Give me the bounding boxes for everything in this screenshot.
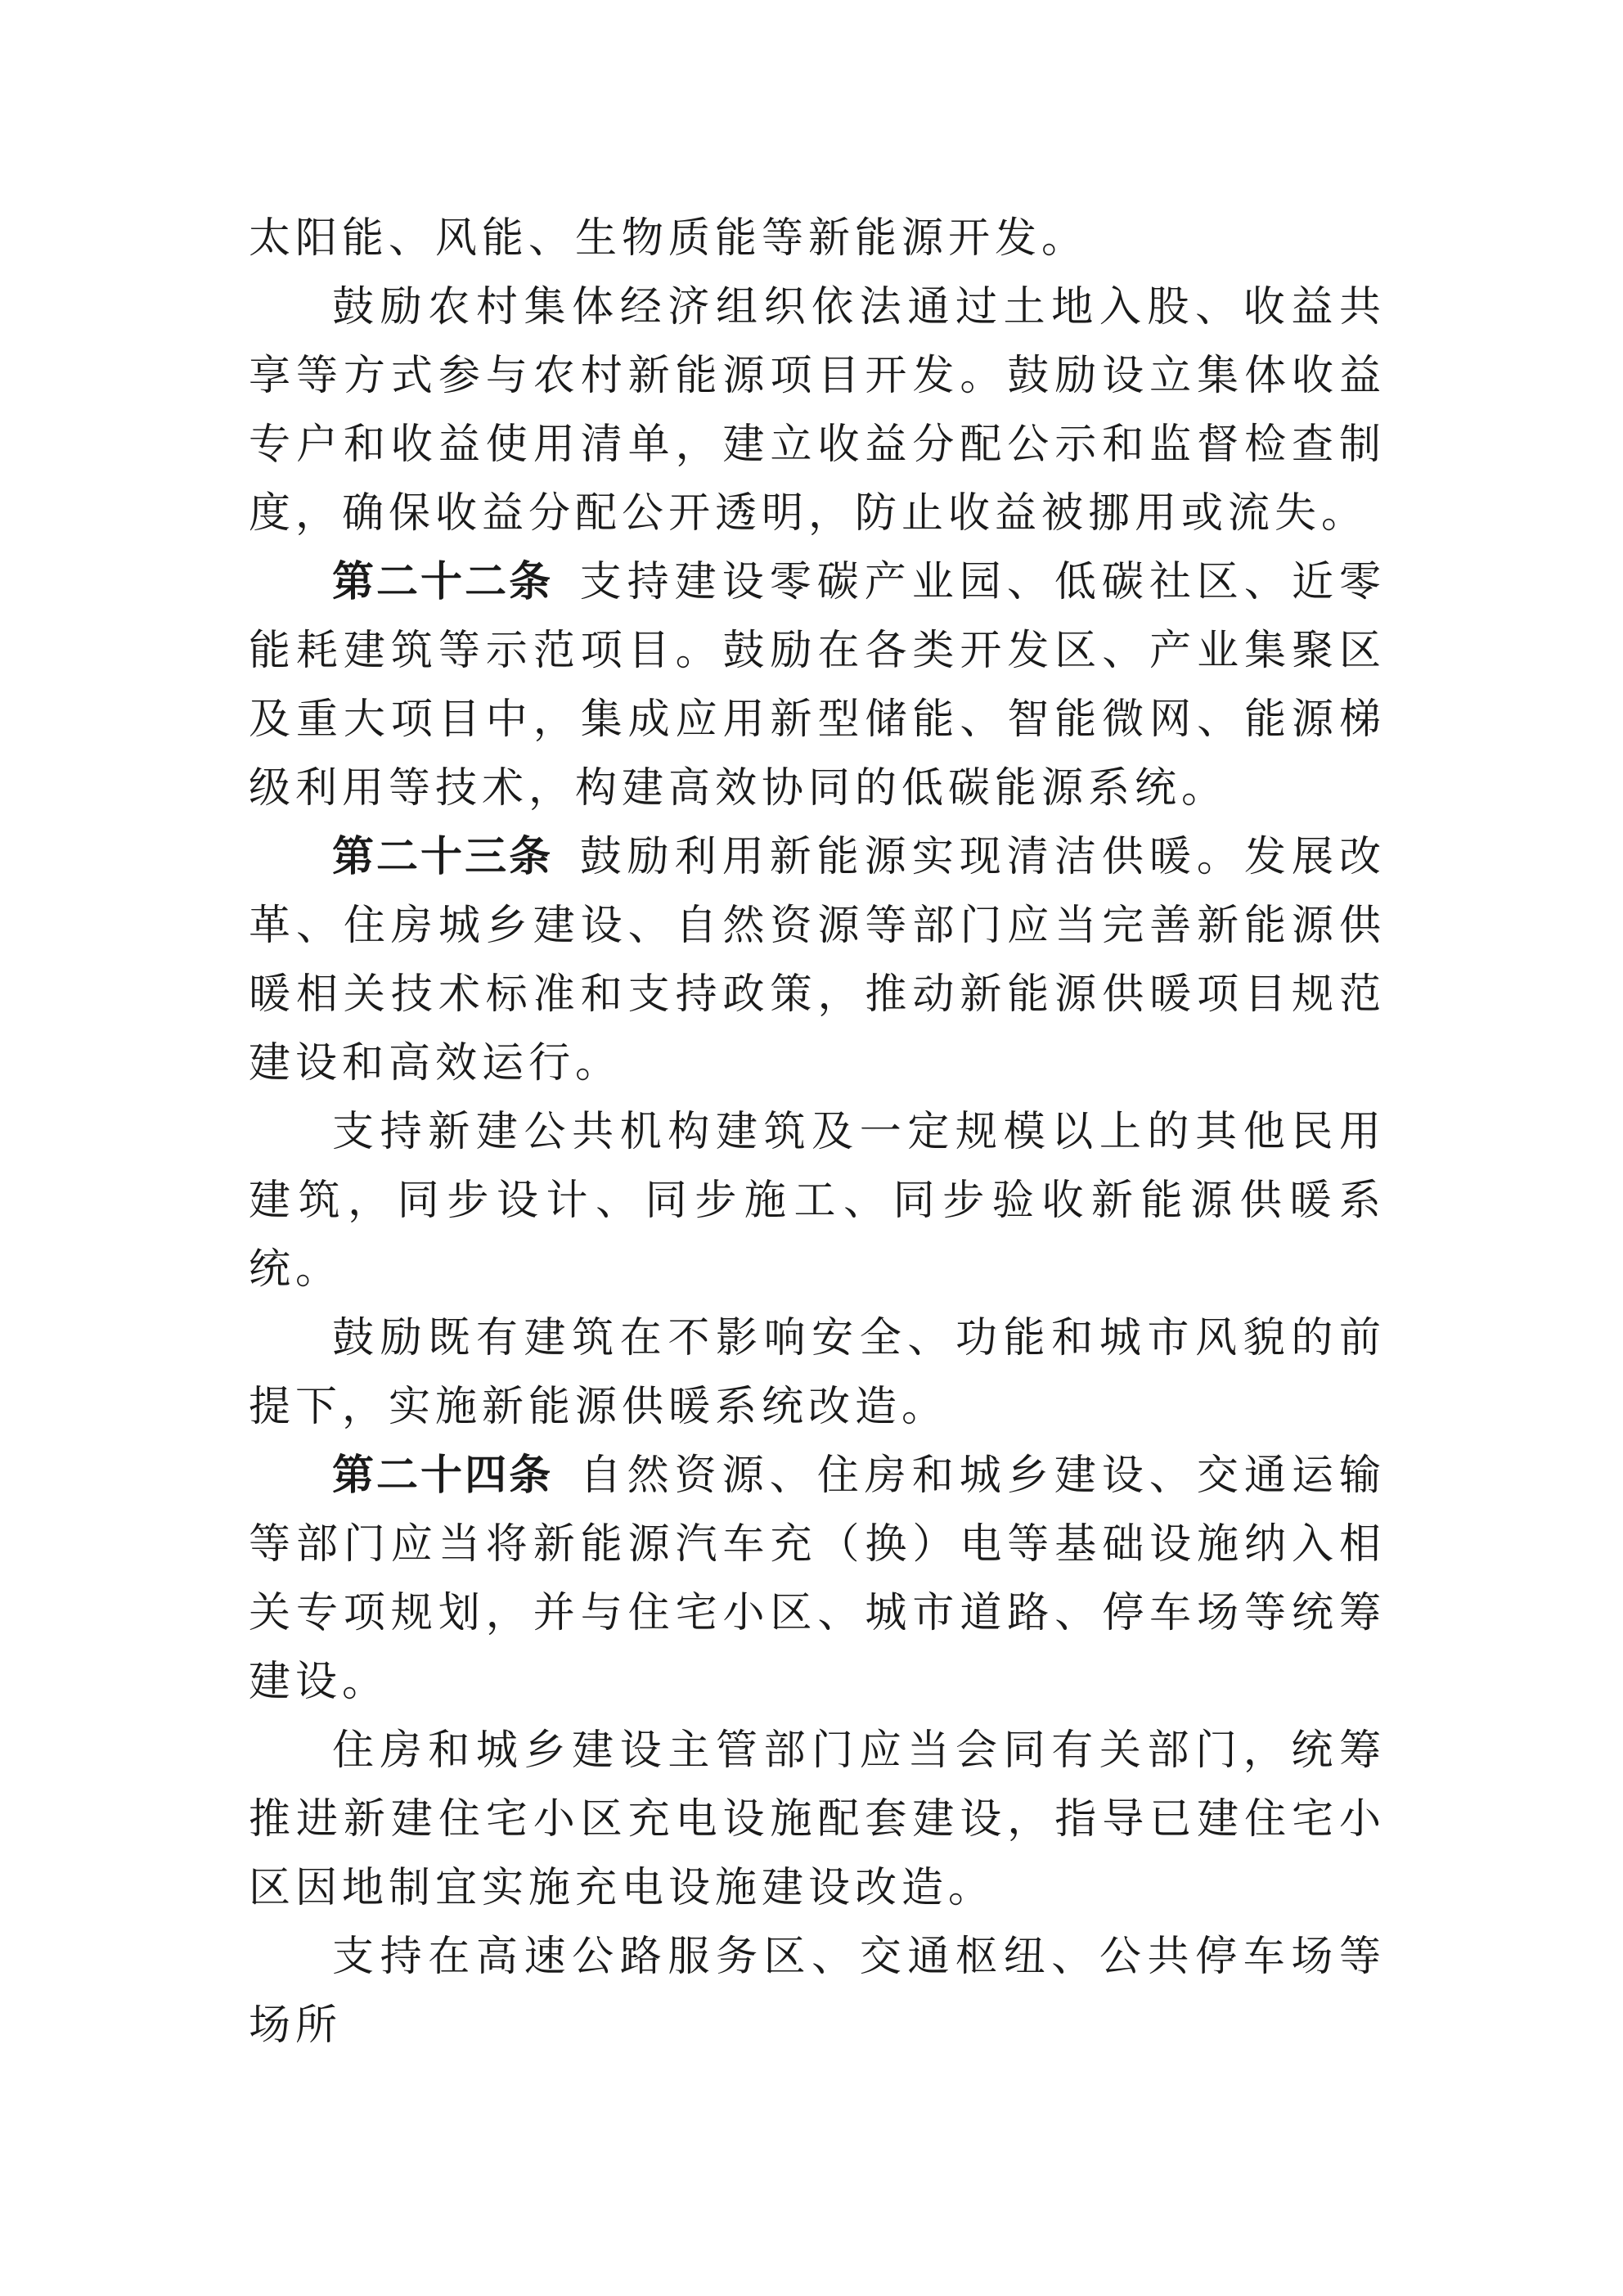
- paragraph-5: [249, 1098, 1386, 1304]
- article-24-text: 自然资源、住房和城乡建设、交通运输等部门应当将新能源汽车充（换）电等基础设施纳入相关专项规划，并与住宅小区、城市道路、停车场等统筹建设。: [249, 1452, 1386, 1706]
- document-body: [249, 205, 1386, 2060]
- article-23-number: 第二十三条: [332, 833, 554, 881]
- paragraph-1-text: 太阳能、风能、生物质能等新能源开发。: [249, 214, 1089, 263]
- paragraph-2-text: 鼓励农村集体经济组织依法通过土地入股、收益共享等方式参与农村新能源项目开发。鼓励设立集体收益专户和收益使用清单，建立收益分配公示和监督检查制度，确保收益分配公开透明，防止收益被挪用或流失。: [249, 283, 1386, 538]
- article-24-paragraph: [249, 1442, 1386, 1717]
- article-23-paragraph: [249, 823, 1386, 1098]
- paragraph-8-text: 住房和城乡建设主管部门应当会同有关部门，统筹推进新建住宅小区充电设施配套建设，指导已建住宅小区因地制宜实施充电设施建设改造。: [249, 1727, 1386, 1912]
- paragraph-1: [249, 205, 1386, 273]
- paragraph-8: [249, 1717, 1386, 1923]
- paragraph-9-text: 支持在高速公路服务区、交通枢纽、公共停车场等场所: [249, 1933, 1386, 2050]
- paragraph-6: [249, 1304, 1386, 1442]
- paragraph-2: [249, 273, 1386, 548]
- article-24-number: 第二十四条: [332, 1452, 554, 1500]
- article-22-paragraph: [249, 548, 1386, 823]
- article-22-text: 支持建设零碳产业园、低碳社区、近零能耗建筑等示范项目。鼓励在各类开发区、产业集聚区及重大项目中，集成应用新型储能、智能微网、能源梯级利用等技术，构建高效协同的低碳能源系统。: [249, 558, 1386, 813]
- paragraph-9: [249, 1923, 1386, 2060]
- article-23-text: 鼓励利用新能源实现清洁供暖。发展改革、住房城乡建设、自然资源等部门应当完善新能源供暖相关技术标准和支持政策，推动新能源供暖项目规范建设和高效运行。: [249, 833, 1386, 1087]
- paragraph-5-text: 支持新建公共机构建筑及一定规模以上的其他民用建筑，同步设计、同步施工、同步验收新能源供暖系统。: [249, 1108, 1386, 1294]
- paragraph-6-text: 鼓励既有建筑在不影响安全、功能和城市风貌的前提下，实施新能源供暖系统改造。: [249, 1314, 1386, 1431]
- article-22-number: 第二十二条: [332, 558, 554, 606]
